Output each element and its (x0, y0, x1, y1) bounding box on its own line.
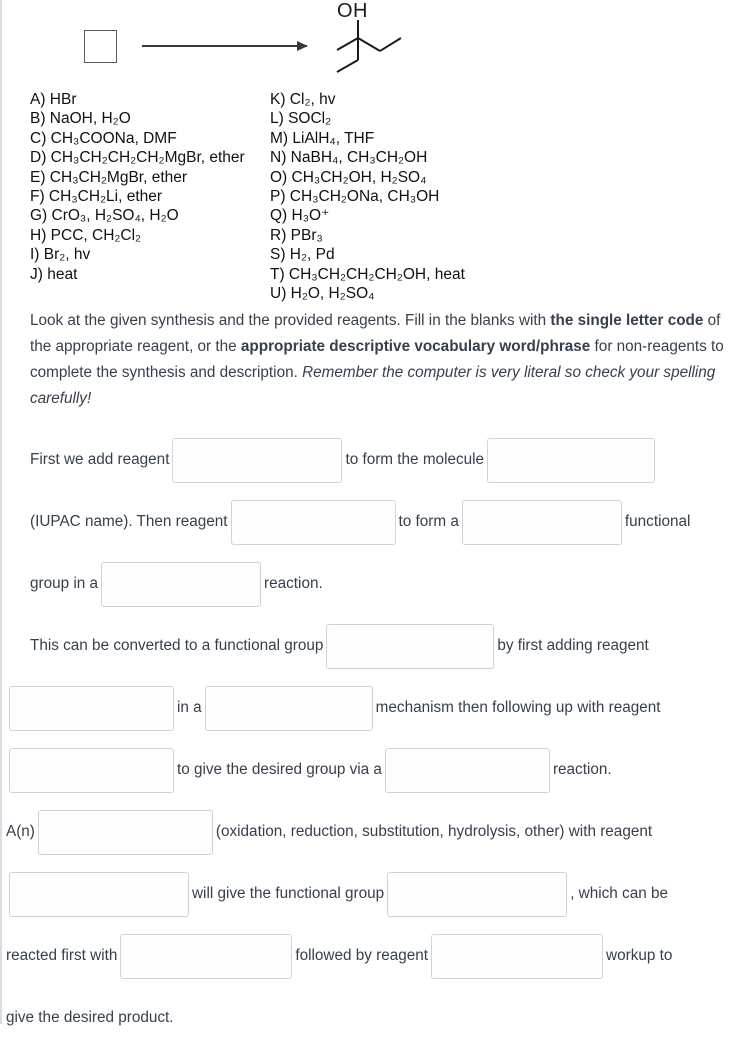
reagent-item: U) H₂O, H₂SO₄ (270, 285, 375, 303)
reagent-item: J) heat (30, 265, 78, 283)
instructions-italic-1: Remember the computer is very literal so check your spelling carefully! (30, 364, 716, 407)
reagent-item: C) CH₃COONa, DMF (30, 129, 177, 147)
reagent-item: M) LiAlH₄, THF (270, 129, 375, 147)
blank-label-7: reaction. (264, 575, 323, 592)
blank-label-8: This can be converted to a functional group (30, 637, 324, 654)
product-structure (310, 0, 420, 80)
reagent-input-6[interactable] (120, 934, 292, 979)
functional-group-input-3[interactable] (387, 872, 567, 917)
reactant-blank-box[interactable] (84, 30, 117, 63)
blank-label-12: to give the desired group via a (177, 761, 382, 778)
reagent-item: P) CH₃CH₂ONa, CH₃OH (270, 188, 440, 206)
blank-label-14: A(n) (6, 823, 35, 840)
reaction-scheme (2, 0, 755, 90)
blank-label-15: (oxidation, reduction, substitution, hydrolysis, other) with reagent (215, 823, 653, 840)
reagent-input-3[interactable] (9, 686, 174, 731)
reagent-item: D) CH₃CH₂CH₂CH₂MgBr, ether (30, 149, 245, 167)
blank-label-5: functional (624, 513, 691, 530)
blank-label-1: First we add reagent (30, 451, 170, 468)
molecule-name-input[interactable] (487, 438, 655, 483)
reagent-item: G) CrO₃, H₂SO₄, H₂O (30, 207, 179, 225)
instructions-text-1: Look at the given synthesis and the provided reagents. Fill in the blanks with (30, 312, 551, 329)
reagent-input-1[interactable] (172, 438, 342, 483)
blank-label-4: to form a (398, 513, 459, 530)
blank-label-9: by first adding reagent (497, 637, 649, 654)
blank-label-16: will give the functional group (192, 885, 385, 902)
blank-line-6 (2, 738, 755, 800)
reagent-item: T) CH₃CH₂CH₂CH₂OH, heat (270, 265, 465, 283)
hydroxyl-label: OH (337, 0, 368, 22)
reagent-item: H) PCC, CH₂Cl₂ (30, 226, 142, 244)
reagent-input-2[interactable] (231, 500, 396, 545)
reagent-item: F) CH₃CH₂Li, ether (30, 188, 163, 206)
reagent-item: B) NaOH, H₂O (30, 110, 131, 128)
blank-label-13: reaction. (552, 761, 612, 778)
reagent-input-4[interactable] (9, 748, 174, 793)
reagent-item: R) PBr₃ (270, 226, 323, 244)
instructions-paragraph (30, 302, 731, 412)
reaction-category-input[interactable] (38, 810, 213, 855)
reagent-item: Q) H₃O⁺ (270, 207, 330, 225)
blank-line-1 (2, 428, 755, 490)
reagent-column-left (30, 90, 245, 284)
blank-line-2 (2, 490, 755, 552)
reagent-item: L) SOCl₂ (270, 110, 332, 128)
blank-label-17: , which can be (570, 885, 668, 902)
fill-in-the-blank-form (2, 428, 755, 1048)
blank-line-4 (2, 614, 755, 676)
functional-group-input-2[interactable] (326, 624, 494, 669)
blank-label-11: mechanism then following up with reagent (375, 699, 661, 716)
blank-label-19: followed by reagent (295, 947, 429, 964)
instructions-bold-2: appropriate descriptive vocabulary word/phrase (240, 338, 591, 355)
reagent-lists (2, 90, 755, 302)
blank-label-3: (IUPAC name). Then reagent (30, 513, 228, 530)
blank-line-9 (2, 924, 755, 986)
blank-label-6: group in a (30, 575, 99, 592)
blank-label-2: to form the molecule (345, 451, 485, 468)
instructions-bold-1: the single letter code (550, 312, 704, 329)
blank-label-18: reacted first with (6, 947, 118, 964)
reagent-input-5[interactable] (9, 872, 189, 917)
blank-line-5 (2, 676, 755, 738)
reagent-item: E) CH₃CH₂MgBr, ether (30, 168, 188, 186)
reaction-arrow-icon (142, 45, 307, 47)
functional-group-input-1[interactable] (462, 500, 622, 545)
reagent-item: S) H₂, Pd (270, 246, 335, 264)
reagent-item: N) NaBH₄, CH₃CH₂OH (270, 149, 428, 167)
reagent-item: K) Cl₂, hv (270, 91, 336, 108)
mechanism-input[interactable] (205, 686, 373, 731)
reaction-type-input-2[interactable] (385, 748, 550, 793)
blank-label-10: in a (177, 699, 202, 716)
reagent-input-7[interactable] (431, 934, 603, 979)
blank-label-20: workup to (606, 947, 673, 964)
reaction-type-input-1[interactable] (101, 562, 261, 607)
reagent-item: I) Br₂, hv (30, 246, 91, 264)
blank-line-3 (2, 552, 755, 614)
reagent-item: O) CH₃CH₂OH, H₂SO₄ (270, 168, 427, 186)
blank-line-10 (2, 986, 755, 1048)
instructions-text-3: for non-reagents to complete the synthesis and description. (30, 338, 724, 381)
blank-line-7 (2, 800, 755, 862)
instructions-text-2: of the appropriate reagent, or the (30, 312, 721, 355)
blank-line-8 (2, 862, 755, 924)
blank-label-21: give the desired product. (6, 1009, 174, 1026)
reagent-item: A) HBr (30, 91, 77, 108)
reagent-column-right (270, 90, 465, 303)
